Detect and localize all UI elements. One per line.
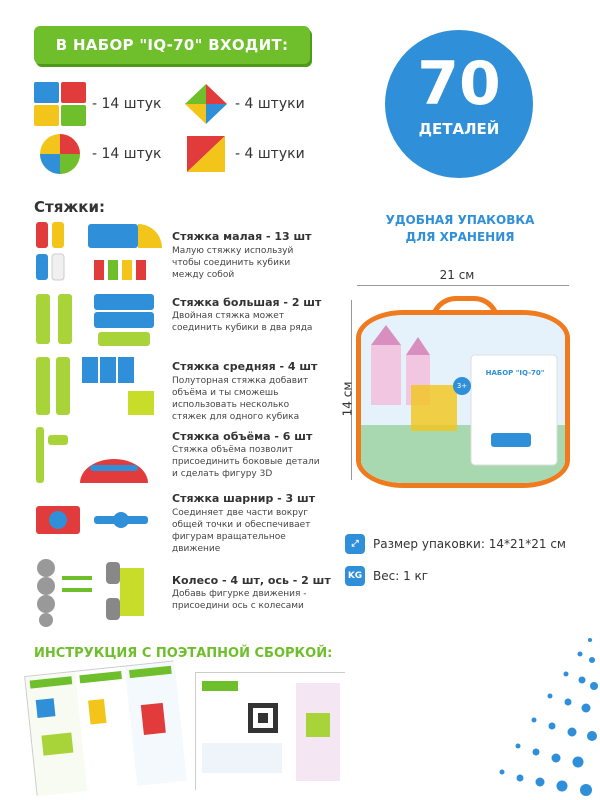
- fastener-desc: Малую стяжку используй чтобы соединить кубики между собой: [172, 246, 294, 280]
- set-row-2: [183, 82, 305, 126]
- small-fastener-icon: [34, 220, 164, 282]
- package-size-spec: [345, 534, 566, 554]
- header-banner: В НАБОР "IQ-70" ВХОДИТ:: [34, 26, 310, 64]
- fastener-desc: Стяжка объёма позволит присоединить боковые детали и сделать фигуру 3D: [172, 445, 320, 479]
- fastener-name: Стяжка малая - 13 шт: [172, 230, 312, 243]
- fastener-name: Колесо - 4 шт, ось - 2 шт: [172, 574, 331, 587]
- hinge-fastener-icon: [34, 500, 164, 552]
- booklet-qr-illustration: [196, 673, 346, 791]
- weight-label: Вес: 1 кг: [373, 569, 429, 583]
- set-row-4: [183, 132, 305, 176]
- parts-count-number: 70: [417, 49, 501, 119]
- fasteners-title: Стяжки:: [34, 198, 105, 216]
- instruction-booklet-1: [24, 660, 186, 795]
- cube-triangle-icon: [183, 82, 229, 126]
- package-size-label: Размер упаковки: 14*21*21 см: [373, 537, 566, 551]
- fastener-desc: Полуторная стяжка добавит объёма и ты сможешь использовать несколько стяжек для одного кубика: [172, 376, 309, 422]
- set-count: - 14 штук: [92, 146, 162, 162]
- cube-round-icon: [34, 132, 86, 176]
- instructions-title: ИНСТРУКЦИЯ С ПОЭТАПНОЙ СБОРКОЙ:: [34, 646, 333, 661]
- weight-icon: KG: [345, 566, 365, 586]
- weight-spec: [345, 566, 428, 586]
- bag-contents-illustration: [361, 315, 565, 483]
- set-count: - 14 штук: [92, 96, 162, 112]
- age-badge: 3+: [453, 377, 471, 395]
- package-width-label: 21 см: [439, 268, 475, 282]
- set-count: - 4 штуки: [235, 146, 305, 162]
- set-row-3: [34, 132, 161, 176]
- cube-diagonal-icon: [183, 132, 229, 176]
- booklet-pages-illustration: [25, 661, 187, 796]
- bag-set-label: НАБОР "IQ-70": [485, 369, 545, 377]
- instruction-booklet-2: [195, 672, 345, 790]
- cube-square-icon: [34, 82, 86, 126]
- set-row-1: [34, 82, 161, 126]
- expand-arrows-icon: ⤢: [345, 534, 365, 554]
- parts-count-label: ДЕТАЛЕЙ: [418, 120, 500, 138]
- width-dimension-line: [357, 285, 569, 286]
- volume-fastener-icon: [34, 425, 164, 487]
- set-count: - 4 штуки: [235, 96, 305, 112]
- decorative-dots: [440, 630, 600, 800]
- medium-fastener-icon: [34, 355, 164, 420]
- fastener-name: Стяжка объёма - 6 шт: [172, 430, 313, 443]
- fastener-name: Стяжка большая - 2 шт: [172, 296, 322, 309]
- fastener-desc: Двойная стяжка может соединить кубики в два ряда: [172, 311, 313, 333]
- large-fastener-icon: [34, 290, 164, 350]
- parts-count-badge: [385, 30, 533, 178]
- fastener-desc: Соединяет две части вокруг общей точки и обеспечивает фигурам вращательное движение: [172, 508, 311, 554]
- package-height-label: 14 см: [340, 381, 355, 417]
- wheel-axle-icon: [34, 558, 164, 628]
- fastener-desc: Добавь фигурке движения - присоедини ось с колесами: [172, 589, 307, 611]
- packaging-title: УДОБНАЯ УПАКОВКА ДЛЯ ХРАНЕНИЯ: [385, 213, 535, 244]
- packaging-bag: [356, 310, 570, 488]
- fastener-name: Стяжка шарнир - 3 шт: [172, 492, 316, 505]
- fastener-name: Стяжка средняя - 4 шт: [172, 360, 318, 373]
